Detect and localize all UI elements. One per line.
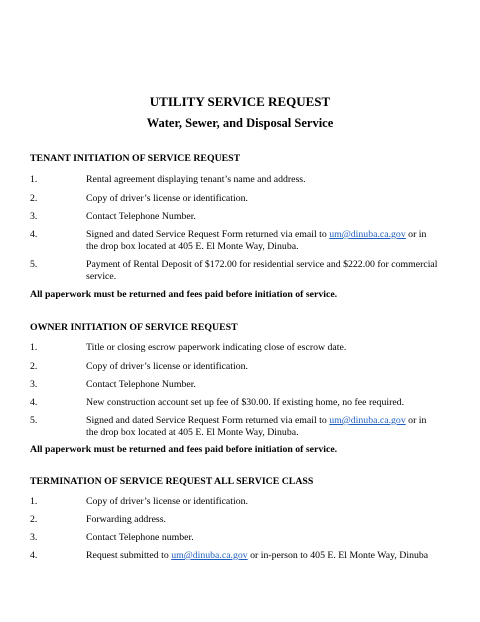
item-text: Title or closing escrow paperwork indicating close of escrow date. — [86, 342, 347, 353]
item-text: Copy of driver’s license or identification. — [86, 361, 248, 372]
item-text — [86, 259, 466, 283]
item-text: New construction account set up fee of $30.00. If existing home, no fee required. — [86, 397, 405, 408]
item-number: 1. — [30, 174, 38, 185]
section-note-tenant: All paperwork must be returned and fees paid before initiation of service. — [30, 289, 338, 300]
item-text-pre: Signed and dated Service Request Form returned via email to — [86, 415, 330, 426]
item-number: 2. — [30, 361, 38, 372]
item-number: 3. — [30, 379, 38, 390]
item-text: Contact Telephone number. — [86, 532, 194, 543]
item-number: 3. — [30, 211, 38, 222]
item-text: Copy of driver’s license or identification. — [86, 193, 248, 204]
item-text-pre: Request submitted to — [86, 550, 172, 561]
item-text-post: or in — [405, 229, 427, 240]
item-text: Rental agreement displaying tenant’s name and address. — [86, 174, 306, 185]
item-number: 4. — [30, 397, 38, 408]
item-text-line2: the drop box located at 405 E. El Monte Way, Dinuba. — [86, 427, 299, 438]
item-text: Contact Telephone Number. — [86, 211, 196, 222]
item-number: 2. — [30, 193, 38, 204]
item-number: 5. — [30, 415, 38, 426]
item-number: 4. — [30, 229, 38, 240]
document-title: UTILITY SERVICE REQUEST — [149, 94, 331, 109]
item-text-pre: Signed and dated Service Request Form returned via email to — [86, 229, 330, 240]
item-text-post: or in — [405, 415, 427, 426]
item-number: 5. — [30, 259, 38, 270]
item-text-main: Payment of Rental Deposit of $172.00 for residential service and $222.00 for commercial — [86, 259, 438, 270]
section-note-owner: All paperwork must be returned and fees paid before initiation of service. — [30, 444, 338, 455]
item-text: Copy of driver’s license or identification. — [86, 496, 248, 507]
document-subtitle: Water, Sewer, and Disposal Service — [146, 116, 334, 130]
section-heading-termination: TERMINATION OF SERVICE REQUEST ALL SERVICE CLASS — [30, 476, 314, 487]
item-text: Forwarding address. — [86, 514, 166, 525]
item-number: 3. — [30, 532, 38, 543]
item-text: Contact Telephone Number. — [86, 379, 196, 390]
item-text-line2: service. — [86, 271, 117, 282]
email-link[interactable]: um@dinuba.ca.gov — [329, 415, 406, 426]
email-link[interactable]: um@dinuba.ca.gov — [171, 550, 248, 561]
item-number: 1. — [30, 342, 38, 353]
item-text-post: or in-person to 405 E. El Monte Way, Dinuba — [247, 550, 429, 561]
item-text-line2: the drop box located at 405 E. El Monte Way, Dinuba. — [86, 241, 299, 252]
item-text — [86, 229, 466, 253]
item-number: 4. — [30, 550, 38, 561]
item-number: 2. — [30, 514, 38, 525]
item-text — [86, 415, 466, 439]
item-number: 1. — [30, 496, 38, 507]
item-text — [86, 550, 466, 562]
section-heading-owner: OWNER INITIATION OF SERVICE REQUEST — [30, 322, 238, 333]
section-heading-tenant: TENANT INITIATION OF SERVICE REQUEST — [30, 153, 241, 164]
email-link[interactable]: um@dinuba.ca.gov — [329, 229, 406, 240]
